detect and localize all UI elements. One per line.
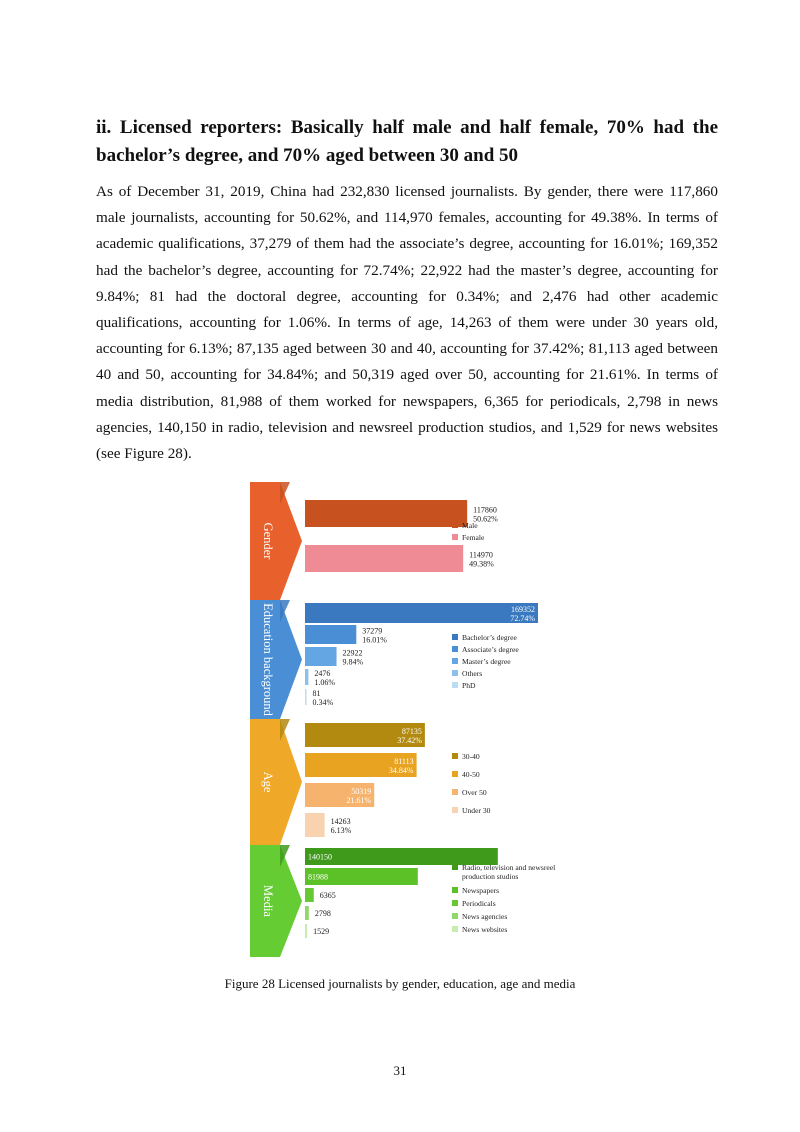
bar-percent-label: 21.61% xyxy=(346,796,372,805)
legend-swatch xyxy=(452,900,458,906)
bar-value-label: 50319 xyxy=(351,787,372,796)
body-paragraph: As of December 31, 2019, China had 232,830 licensed journalists. By gender, there were 117,860 male journalists, accounting for 50.62%, and 114,970 females, accounting for 49.38%. In terms of academic qualifications, 37,279 of them had the associate’s degree, accounting for 16.01%; 169,352 had the bachelor’s degree, accounting for 72.74%; 22,922 had the master’s degree, accounting for 9.84%; 81 had the doctoral degree, accounting for 0.34%; and 2,476 had other academic qualifications, accounting for 1.06%. In terms of age, 14,263 of them were under 30 years old, accounting for 6.13%; 87,135 aged between 30 and 40, accounting for 37.42%; 81,113 aged between 40 and 50, accounting for 34.84%; and 50,319 aged over 50, accounting for 21.61%. In terms of media distribution, 81,988 of them worked for newspapers, 6,365 for periodicals, 2,798 in news agencies, 140,150 in radio, television and newsreel production studios, and 1,529 for news websites (see Figure 28). xyxy=(96,183,718,463)
legend-label: News websites xyxy=(462,925,508,934)
bar-value-label: 114970 xyxy=(469,550,493,560)
bar-0-1 xyxy=(305,545,463,572)
group-label-1: Education background xyxy=(261,603,276,716)
legend-label: 40-50 xyxy=(462,770,480,779)
bar-value-label: 1529 xyxy=(313,927,330,936)
bar-1-0 xyxy=(305,603,538,623)
bar-value-label: 117860 xyxy=(473,505,497,515)
bar-value-label: 6365 xyxy=(319,891,336,900)
figure-28-chart xyxy=(250,482,580,960)
legend-swatch xyxy=(452,864,458,870)
group-label-3: Media xyxy=(261,885,276,917)
legend-label: Bachelor’s degree xyxy=(462,633,517,642)
bar-2-3 xyxy=(305,813,325,837)
bar-percent-label: 72.74% xyxy=(510,614,535,623)
bar-3-4 xyxy=(305,924,307,938)
legend-swatch xyxy=(452,634,458,640)
bar-value-label: 81 xyxy=(312,689,321,698)
bar-value-label: 2476 xyxy=(314,669,331,678)
group-label-2: Age xyxy=(261,771,276,793)
legend-label: Female xyxy=(462,533,485,542)
bar-1-4 xyxy=(305,689,307,705)
legend-swatch xyxy=(452,887,458,893)
chart-svg xyxy=(250,482,580,960)
legend-swatch xyxy=(452,789,458,795)
group-label-0: Gender xyxy=(261,522,276,560)
legend-label: Others xyxy=(462,669,483,678)
bar-3-3 xyxy=(305,906,309,920)
bar-value-label: 140150 xyxy=(308,852,332,862)
bar-value-label: 14263 xyxy=(330,817,351,826)
legend-swatch xyxy=(452,670,458,676)
bar-percent-label: 1.06% xyxy=(314,678,336,687)
bar-value-label: 169352 xyxy=(511,605,535,614)
bar-1-3 xyxy=(305,669,308,685)
legend-swatch xyxy=(452,658,458,664)
bar-value-label: 22922 xyxy=(342,648,363,658)
legend-swatch xyxy=(452,926,458,932)
legend-label: Associate’s degree xyxy=(462,645,519,654)
bar-percent-label: 6.13% xyxy=(330,826,352,835)
section-heading: ii. Licensed reporters: Basically half male and half female, 70% had the bachelor’s degree, and 70% aged between 30 and 50 xyxy=(96,117,718,166)
legend-label: Newspapers xyxy=(462,886,500,895)
bar-value-label: 2798 xyxy=(314,909,331,918)
legend-label: News agencies xyxy=(462,912,508,921)
bar-3-2 xyxy=(305,888,314,902)
bar-value-label: 81113 xyxy=(394,757,414,766)
legend-swatch xyxy=(452,682,458,688)
legend-label: Radio, television and newsreel xyxy=(462,863,556,872)
bar-0-0 xyxy=(305,500,467,527)
bar-value-label: 37279 xyxy=(362,626,383,636)
legend-swatch xyxy=(452,807,458,813)
bar-percent-label: 50.62% xyxy=(473,514,498,524)
legend-label: 30-40 xyxy=(462,752,480,761)
legend-swatch xyxy=(452,753,458,759)
bar-1-2 xyxy=(305,647,337,666)
page-number: 31 xyxy=(393,1063,407,1078)
bar-percent-label: 9.84% xyxy=(342,657,364,667)
legend-label: Master’s degree xyxy=(462,657,511,666)
legend-label-continued: production studios xyxy=(462,872,519,881)
legend-swatch xyxy=(452,913,458,919)
figure-caption: Figure 28 Licensed journalists by gender, education, age and media xyxy=(224,976,576,991)
legend-label: Over 50 xyxy=(462,788,487,797)
legend-label: PhD xyxy=(462,681,476,690)
bar-percent-label: 34.84% xyxy=(388,766,414,775)
legend-label: Male xyxy=(462,521,478,530)
bar-value-label: 87135 xyxy=(401,727,422,736)
bar-percent-label: 49.38% xyxy=(469,559,494,569)
bar-percent-label: 0.34% xyxy=(312,698,334,707)
legend-label: Periodicals xyxy=(462,899,496,908)
legend-label: Under 30 xyxy=(462,806,491,815)
bar-1-1 xyxy=(305,625,356,644)
bar-percent-label: 16.01% xyxy=(362,635,387,645)
bar-percent-label: 37.42% xyxy=(397,736,422,745)
bar-value-label: 81988 xyxy=(308,872,328,882)
legend-swatch xyxy=(452,522,458,528)
legend-swatch xyxy=(452,771,458,777)
legend-swatch xyxy=(452,534,458,540)
legend-swatch xyxy=(452,646,458,652)
